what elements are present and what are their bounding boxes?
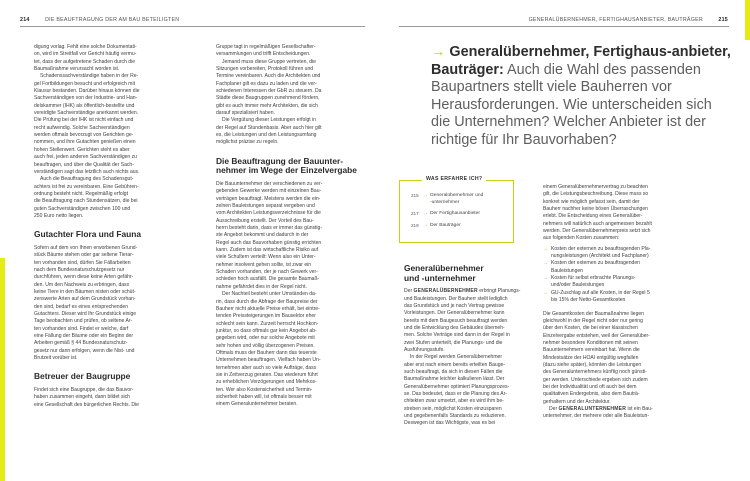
text-line: unternehmer, der mehrere oder alle Bauleistun-	[543, 413, 650, 420]
heading-generaluebernehmer	[404, 264, 534, 283]
chapter-title-bold: Generalübernehmer, Fertighaus-anbieter, Bauträger:	[431, 44, 731, 78]
keyword-generaluebernehmer: GENERALÜBERNEHMER	[413, 288, 478, 295]
text-line: beauftragen, und über die Qualität der Sach-	[34, 161, 134, 168]
info-box-item-label: Generalübernehmer und	[430, 193, 484, 198]
text-line: Auch die Beauftragung des Schadensgut-	[40, 176, 134, 183]
text-line: Städte diese Baugruppen zunehmend fördern,	[216, 95, 320, 102]
text-line: konkret wie möglich gefasst sein, damit der	[543, 198, 640, 205]
text-line: zenswerte Arten auf dem Grundstück vorhan-	[34, 296, 136, 303]
text-line: Arbeiten gemäß § 44 Bundesnaturschutz-	[34, 340, 128, 347]
text-line: chitekten zwar umsetzt, aber es wird ihm be-	[404, 398, 504, 405]
text-line: men. Solche Verträge sind dann in der Regel in	[404, 332, 510, 339]
text-line: GU-Zuschlag auf alle Kosten, in der Regel 5	[551, 289, 650, 296]
text-line: nehmer besondere Konditionen mit seinen	[543, 339, 638, 346]
text-line: Kosten der externen zu beauftragenden	[551, 260, 640, 267]
info-box	[399, 176, 514, 243]
text-line: Bauherr nachher keine bösen Überraschungen	[543, 206, 648, 213]
col1-para2	[34, 176, 204, 220]
arrow-right-icon: →	[543, 275, 549, 282]
cost-bullet-text	[551, 246, 650, 261]
text-line: Regel auch das Bauvorhaben günstig errichten	[216, 239, 322, 246]
right-page-number: 215	[718, 17, 728, 23]
text-line: gerhaltern und der Architektur.	[543, 398, 611, 405]
right-running-title: GENERALÜBERNEHMER, FERTIGHAUSANBIETER, BAUTRÄGER	[528, 17, 703, 23]
text-line: Bauherr nicht aktuelle Preise erhält, bei eintre-	[216, 305, 320, 312]
col3-para2	[404, 354, 534, 427]
text-line: nommen, und ihre Gutachten genießen einen	[34, 139, 136, 146]
text-line: kann. Zudem ist das wirtschaftliche Risiko auf	[216, 247, 319, 254]
heading-betreuer-baugruppe: Betreuer der Baugruppe	[34, 371, 131, 382]
text-line: Gruppe tagt in regelmäßigen Gesellschafter-	[216, 44, 316, 50]
text-line: die Beauftragung nach Stundensätzen, die bei	[34, 198, 138, 205]
left-yellow-tab	[0, 258, 5, 481]
text-line: gilt, die Leistungsbeschreibung. Diese muss so	[543, 191, 649, 198]
text-line: sicherheit haben will, ist oftmals besser mit	[216, 393, 312, 400]
text-line: ordnung besteht nicht. Regelmäßig erfolgt	[34, 190, 128, 197]
text-line: einem Generalunternehmer beraten.	[216, 401, 298, 408]
text-line: einem Generalübernehmervertrag zu beachten	[543, 184, 648, 190]
cost-bullet-text	[551, 275, 635, 290]
text-line: bei der Individualität und oft auch bei dem	[543, 383, 637, 390]
col4-para3-first-rest: ist ein Bau-	[627, 405, 653, 412]
column-3	[404, 264, 534, 428]
text-line: ten vorhanden sind. Findet er welche, darf	[34, 325, 129, 332]
text-line: ternehmen aber auch so viele Aufträge, dass	[216, 364, 317, 371]
text-line: werden oftmals bevorzugt von Gerichten ge-	[34, 132, 134, 139]
text-line: nehmer im Wege der Einzelvergabe	[216, 165, 357, 176]
col2-para1	[216, 44, 366, 59]
text-line: Findet sich eine Baugruppe, die das Bauvor-	[34, 386, 134, 393]
text-line: gibt es auch immer mehr Architekten, die sich	[216, 102, 318, 109]
text-line: haben zusammen eingeht, dann bildet sich	[34, 394, 130, 401]
text-line: Bauleistungen	[551, 267, 583, 274]
text-line: (dazu siehe später), könnten die Leistungen	[543, 361, 642, 368]
col4-para3-prefix: Der	[549, 405, 558, 412]
info-box-item-label: -unternehmer	[430, 199, 460, 205]
text-line: gegeben wird, oder nur solche Angebote mit	[216, 335, 315, 342]
heading-einzelvergabe	[216, 157, 366, 176]
col1-intro	[34, 44, 204, 73]
text-line: zwei Stufen unterteilt, die Planungs- und die	[404, 339, 503, 346]
cost-bullet-item	[543, 246, 703, 261]
col4-para3	[543, 406, 703, 421]
text-line: Kosten für selbst erbrachte Planungs-	[551, 275, 636, 282]
text-line: es, die Leistungen und den Leistungsumfang	[216, 132, 317, 139]
text-line: und/oder Bauleistungen	[551, 282, 605, 289]
info-box-item-label: Der Bauträger	[430, 222, 461, 228]
text-line: qualitativen Endergebnis, also dem Bauträ-	[543, 391, 640, 398]
col3-para1	[404, 288, 534, 354]
info-box-title: WAS ERFAHRE ICH?	[422, 176, 486, 182]
text-line: Deswegen ist das Wichtigste, was es bei	[404, 420, 496, 427]
info-box-item	[411, 223, 483, 230]
text-line: und Bauleistungen. Der Bauherr stellt lediglich	[404, 295, 508, 302]
text-line: ste Angebot bekommt und dadurch in der	[216, 232, 309, 239]
arrow-right-icon: →	[423, 211, 428, 217]
col1-para3	[34, 245, 204, 363]
info-box-item-label: Der Fertighausanbieter	[430, 211, 481, 217]
right-running-header	[529, 17, 728, 23]
text-line: Tage beobachten und prüfen, ob seltene Ar-	[34, 318, 133, 325]
column-4	[543, 184, 703, 421]
text-line: streben sein, möglichst Kosten einzusparen	[404, 405, 502, 412]
text-line: möglichst präzise zu regeln.	[216, 139, 279, 146]
arrow-right-icon: →	[423, 193, 428, 198]
text-line: den. Um den Nachweis zu erbringen, dass	[34, 281, 130, 288]
text-line: Brutzeit vorüber ist.	[34, 355, 78, 361]
text-line: Oftmals muss der Bauherr dann das teuerste	[216, 349, 317, 356]
col2-para3	[216, 117, 366, 146]
arrow-right-icon: →	[431, 44, 446, 60]
arrow-right-icon: →	[543, 289, 549, 296]
cost-bullet-item	[543, 260, 703, 275]
text-line: ger werden. Unterschiede ergeben sich zudem	[543, 376, 648, 383]
text-line: such beauftragt, da sich in diesen Fällen die	[404, 368, 503, 375]
text-line: Klausur bestanden. Darüber hinaus können die	[34, 88, 140, 95]
chapter-intro-title	[431, 44, 731, 150]
text-line: nehmer insolvent gehen sollte, ist zwar ein	[216, 261, 312, 268]
text-line: Die Bauunternehmer der verschiedenen zu ver-	[216, 181, 323, 187]
text-line: schieden hoch ausfällt. Die gesamte Baumaß-	[216, 276, 320, 283]
col4-para1	[543, 184, 703, 243]
text-line: achters ist frei zu vereinbaren. Eine Gebühren-	[34, 183, 139, 190]
text-line: Der Nachteil besteht unter Umständen da-	[222, 291, 317, 298]
info-box-page-number: 219	[411, 222, 419, 228]
text-line: In der Regel werden Generalübernehmer	[410, 354, 503, 361]
left-header-rule	[20, 26, 365, 27]
text-line: und die Entwicklung des Gebäudes überneh-	[404, 324, 505, 331]
text-line: verträgen beauftragt. Meistens werden die ein-	[216, 195, 321, 202]
text-line: schiedenen Interessen der GbR zu steuern. Da	[216, 88, 322, 95]
text-line: Die Vergütung dieser Leistungen erfolgt in	[222, 117, 316, 124]
info-box-page-number	[411, 200, 423, 207]
chapter-title-rest: Auch die Wahl des passenden Baupartners stellt viele Bauherren vor Herausforderungen. Wie unterscheiden sich die Unternehmen? Welcher Anbieter ist der richtige für Ihr Bauvorhaben?	[431, 61, 712, 148]
col2-para2	[216, 59, 366, 118]
text-line: den sind, bedarf es eines entsprechenden	[34, 303, 128, 310]
col2-para5	[216, 291, 366, 409]
text-line: gebenden Gewerke werden mit einzelnen Bau-	[216, 188, 322, 195]
text-line: zu erheblichen Verzögerungen und Mehrkos-	[216, 379, 317, 386]
left-running-title: DIE BEAUFTRAGUNG DER AM BAU BETEILIGTEN	[45, 17, 180, 23]
text-line: Gutachters. Dieser wird Ihr Grundstück einige	[34, 310, 137, 317]
text-line: Vorleistungen. Der Generalübernehmer kann	[404, 310, 505, 317]
text-line: nach dem Bundesnaturschutzgesetz nur	[34, 266, 125, 273]
info-box-page-number: 215	[411, 193, 419, 198]
text-line: Jemand muss diese Gruppe vertreten, die	[222, 58, 316, 65]
text-line: Schadenssachverständige haben in der Re-	[40, 73, 139, 80]
text-line: zelnen Bauleistungen separat vergeben und	[216, 203, 315, 210]
text-line: Sitzungen vorbereiten, Protokoll führen und	[216, 66, 314, 73]
text-line: und gegebenenfalls Standards zu reduzieren.	[404, 413, 506, 420]
col3-para1-first-rest: erbringt Planungs-	[479, 288, 521, 295]
text-line: se. Das bedeutet, dass er die Planung des Ar-	[404, 391, 507, 397]
cost-bullet-item	[543, 275, 703, 290]
text-line: verständigen sagt das letztlich auch nichts aus.	[34, 168, 140, 175]
text-line: Generalübernehmer	[404, 263, 484, 273]
cost-bullet-text	[551, 290, 650, 305]
info-box-item	[411, 193, 483, 206]
text-line: bereits mit dem Baugesuch beauftragt werden	[404, 317, 508, 324]
text-line: Ausschreibung erstellt. Der Vorteil des Bau-	[216, 217, 314, 224]
text-line: Baumaßnahme verursacht worden ist.	[34, 66, 120, 73]
text-line: Einzelvergabe entstehen, weil der Generalüber-	[543, 332, 650, 339]
cost-bullet-item	[543, 290, 703, 305]
text-line: on, wird im Streitfall vor Gericht häufig vermu-	[34, 51, 137, 58]
text-line: darauf spezialisiert haben.	[216, 110, 275, 117]
text-line: recht aufwendig. Solche Sachverständigen	[34, 124, 130, 131]
text-line: versammlungen und trifft Entscheidungen.	[216, 51, 311, 58]
text-line: eine Fällung der Bäume oder ein Beginn der	[34, 332, 134, 339]
text-line: tenden Preissteigerungen im Bausektor eher	[216, 313, 316, 320]
cost-bullet-text	[551, 260, 640, 275]
info-box-item	[411, 211, 483, 218]
text-line: Schaden vorhanden, der je nach Gewerk ver-	[216, 269, 318, 276]
text-line: ten vorhanden sind, dürfen Sie Fällarbeiten	[34, 259, 131, 266]
text-line: Unternehmen beauftragen. Vielfach haben Un-	[216, 357, 321, 364]
text-line: herrn besteht darin, dass er immer das günstig-	[216, 225, 323, 232]
text-line: über den Kosten, die bei einer klassischen	[543, 325, 638, 332]
right-header-rule	[399, 26, 729, 27]
arrow-right-icon: →	[543, 245, 549, 252]
text-line: der Regel auf Stundenbasis. Aber auch hier gilt	[216, 124, 322, 131]
col2-para4	[216, 181, 366, 291]
heading-gutachter-flora-fauna: Gutachter Flora und Fauna	[34, 229, 142, 240]
right-yellow-tab	[745, 0, 750, 40]
col1-para4	[34, 387, 204, 409]
text-line: viele Schultern verteilt: Wenn also ein Unter-	[216, 254, 316, 261]
column-2	[216, 44, 366, 409]
col1-para1	[34, 73, 204, 176]
text-line: Bauunternehmern vereinbart hat. Wenn die	[543, 347, 640, 354]
text-line: vereidigte Sachverständige anerkannt werden.	[34, 110, 139, 117]
info-box-list	[411, 193, 483, 229]
col3-para1-body	[404, 296, 510, 353]
text-line: delskammer (IHK) als öffentlich-bestellte und	[34, 102, 135, 109]
text-line: tet, dass der aufgetretene Schaden durch die	[34, 58, 136, 65]
text-line: und -unternehmer	[404, 272, 476, 283]
arrow-right-icon: →	[543, 260, 549, 267]
text-line: Fachplaner gilt es dazu zu laden und die ver-	[216, 80, 317, 87]
text-line: Kosten der externen zu beauftragenden Pla-	[551, 245, 651, 252]
text-line: das Grundstück und je nach Vertrag gewisse	[404, 302, 505, 309]
text-line: des Generalunternehmers künftig noch günsti-	[543, 369, 647, 376]
keyword-generalunternehmer: GENERALUNTERNEHMER	[558, 405, 627, 412]
text-line: ten. Wer also Kostensicherheit und Termin-	[216, 386, 313, 393]
text-line: Ausführungsstufe.	[404, 346, 445, 353]
text-line: sehr hohen und völlig überzogenen Preisen.	[216, 342, 315, 349]
text-line: Die Gesamtkosten der Baumaßnahme liegen	[543, 310, 644, 317]
text-line: gel Fortbildungen besucht und erfolgreich mit	[34, 80, 135, 87]
text-line: Die Prüfung bei der IHK ist nicht einfach und	[34, 117, 134, 124]
cost-bullet-list	[543, 246, 703, 305]
text-line: vom Architekten Leistungsverzeichnisse für die	[216, 210, 321, 217]
text-line: aus folgenden Kosten zusammen:	[543, 235, 620, 242]
text-line: nahme gefährdet dies in der Regel nicht.	[216, 283, 307, 290]
text-line: auch frei, jeden anderen Sachverständigen zu	[34, 154, 137, 161]
text-line: junktur, so dass oftmals gar kein Angebot ab-	[216, 327, 317, 334]
col3-para1-prefix: Der	[404, 288, 413, 295]
text-line: nungsleistungen (Architekt und Fachplaner)	[551, 253, 649, 260]
text-line: Generalübernehmer optimiert Planungsprozes-	[404, 383, 510, 390]
info-box-page-number: 217	[411, 211, 419, 217]
text-line: Sofern auf dem von Ihnen erworbenen Grund-	[34, 244, 138, 251]
text-line: Termine vereinbaren. Auch die Architekten und	[216, 73, 321, 80]
text-line: nehmers will natürlich auch angemessen bezahlt	[543, 220, 652, 227]
text-line: Mindestsätze der HOAI entgültig wegfallen	[543, 354, 639, 361]
col4-para3-body	[543, 413, 649, 419]
arrow-right-icon	[423, 200, 430, 207]
column-1	[34, 44, 204, 409]
col4-para2	[543, 311, 703, 406]
text-line: schlecht sein kann. Zurzeit herrscht Hochkon-	[216, 320, 319, 327]
arrow-right-icon: →	[423, 222, 428, 228]
left-running-header	[20, 17, 179, 23]
text-line: sie in Zeitverzug geraten. Das wiederum führt	[216, 371, 318, 378]
text-line: Die Beauftragung der Bauunter-	[216, 155, 344, 166]
text-line: stück Bäume stehen oder gar seltene Tierar-	[34, 252, 134, 259]
text-line: erlebt. Die Entscheidung eines Generalüber-	[543, 213, 643, 220]
text-line: eine Gesellschaft des bürgerlichen Rechts. Die	[34, 401, 139, 408]
text-line: gleichwohl in der Regel nicht oder nur gering	[543, 317, 643, 324]
text-line: Sachverständigen von der Industrie- und Han-	[34, 95, 138, 102]
left-page-number: 214	[20, 17, 30, 23]
text-line: rin, dass durch die Abfrage der Baupreise der	[216, 298, 318, 305]
text-line: gesetz nur dann erfolgen, wenn die Nist- und	[34, 347, 135, 354]
text-line: keine Tiere in den Bäumen nisten oder schüt-	[34, 288, 136, 295]
text-line: aber erst nach einem bereits erteilten Bauge-	[404, 361, 505, 368]
text-line: bis 15% der Netto-Gesamtkosten	[551, 297, 626, 304]
text-line: digung vorlag. Fehlt eine solche Dokumentati-	[34, 44, 137, 50]
text-line: Baumaßnahme leichter kalkulieren lässt. Der	[404, 376, 505, 383]
text-line: durchführen, wenn diese keine Arten gefähr-	[34, 274, 134, 281]
text-line: 250 Euro netto liegen.	[34, 212, 84, 219]
text-line: werden. Der Generalübernehmerpreis setzt sich	[543, 228, 651, 235]
text-line: guten Sachverständigen zwischen 100 und	[34, 205, 131, 212]
text-line: hohen Stellenwert. Gerichten steht es aber	[34, 146, 130, 153]
